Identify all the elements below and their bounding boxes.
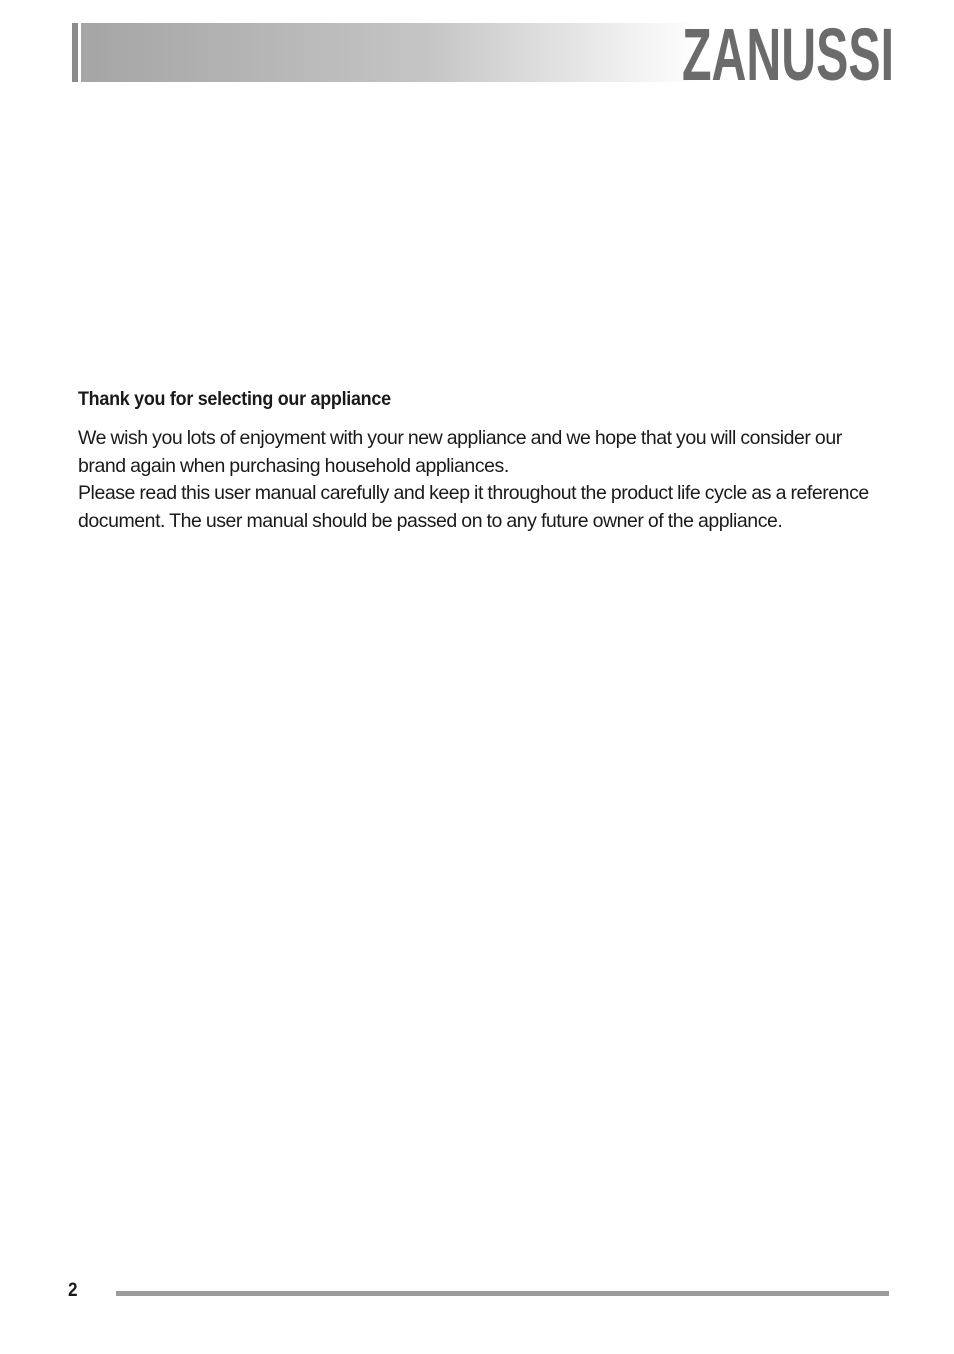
footer-rule (116, 1291, 889, 1296)
section-heading: Thank you for selecting our appliance (78, 388, 391, 410)
intro-paragraph: We wish you lots of enjoyment with your new appliance and we hope that you will consider our brand again when purchasing household appliances. (78, 427, 842, 477)
manual-paragraph: Please read this user manual carefully and keep it throughout the product life cycle as a reference document. The user manual should be passed on to any future owner of the appliance. (78, 482, 869, 532)
page-header (72, 23, 898, 82)
brand-logo (678, 23, 898, 82)
page-number: 2 (68, 1280, 78, 1301)
main-content (78, 388, 890, 535)
brand-logo-text: ZANUSSI (682, 23, 894, 82)
header-gradient-bar (81, 23, 701, 82)
header-stripe (72, 23, 78, 82)
